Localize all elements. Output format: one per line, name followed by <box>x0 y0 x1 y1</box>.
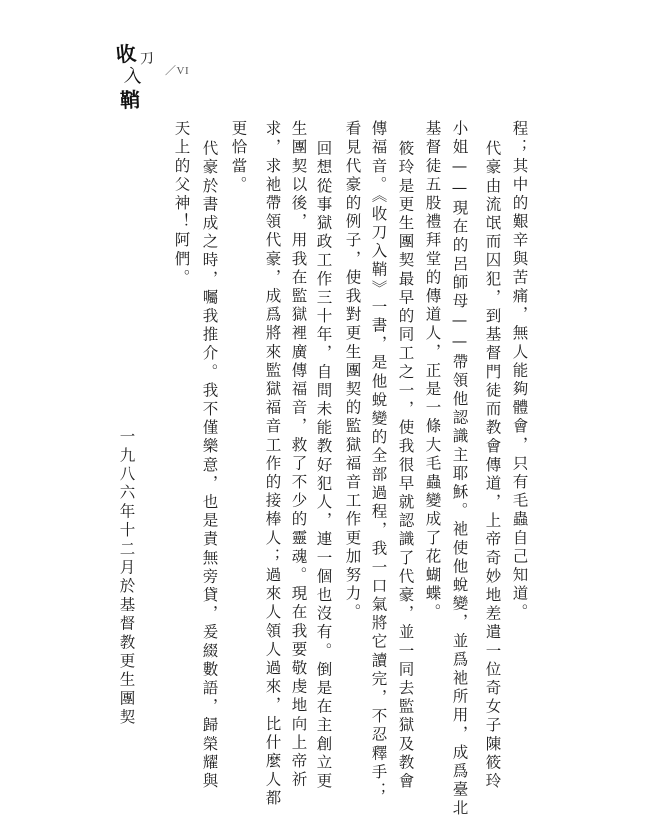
book-title-calligraphy-logo <box>112 40 172 116</box>
text-column-1: 程；其中的艱辛與苦痛，無人能夠體會，只有毛蟲自己知道。 <box>510 120 529 623</box>
text-column-3: 小姐——現在的呂師母——帶領他認識主耶穌。祂使他蛻變，並爲祂所用，成爲臺北 <box>450 120 469 818</box>
logo-char-shou: 收 <box>114 41 138 67</box>
text-column-12: 代豪於書成之時，囑我推介。我不僅樂意，也是責無旁貸，爰綴數語，歸榮耀與 <box>200 140 219 791</box>
page-number: ／VI <box>165 65 190 77</box>
text-column-6: 傳福音。《收刀入鞘》一書，是他蛻變的全部過程，我一口氣將它讀完，不忍釋手； <box>369 120 388 801</box>
text-column-11: 更恰當。 <box>229 120 248 195</box>
text-column-13: 天上的父神！阿們。 <box>172 120 191 288</box>
logo-char-ru: 入 <box>123 65 143 88</box>
text-column-8: 回想從事獄政工作三十年，自問未能教好犯人，連一個也沒有。倒是在主創立更 <box>314 140 333 791</box>
text-column-10: 求，求祂帶領代豪，成爲將來監獄福音工作的接棒人；過來人領人過來，比什麼人都 <box>263 120 282 809</box>
text-column-2: 代豪由流氓而囚犯，到基督門徒而教會傳道，上帝奇妙地差遣一位奇女子陳筱玲 <box>483 140 502 791</box>
logo-char-dao: 刀 <box>139 50 155 68</box>
text-column-9: 生團契以後，用我在監獄裡廣傳福音，救了不少的靈魂。現在我要敬虔地向上帝祈 <box>289 120 308 790</box>
text-column-5: 筱玲是更生團契最早的同工之一，使我很早就認識了代豪，並一同去監獄及教會 <box>396 140 415 791</box>
text-column-7: 看見代豪的例子，使我對更生團契的監獄福音工作更加努力。 <box>343 120 362 623</box>
text-column-4: 基督徒五股禮拜堂的傳道人，正是一條大毛蟲變成了花蝴蝶。 <box>423 120 442 623</box>
logo-char-qiao: 鞘 <box>119 87 141 113</box>
signature-date-line: 一九八六年十二月於基督教更生團契 <box>117 428 136 728</box>
